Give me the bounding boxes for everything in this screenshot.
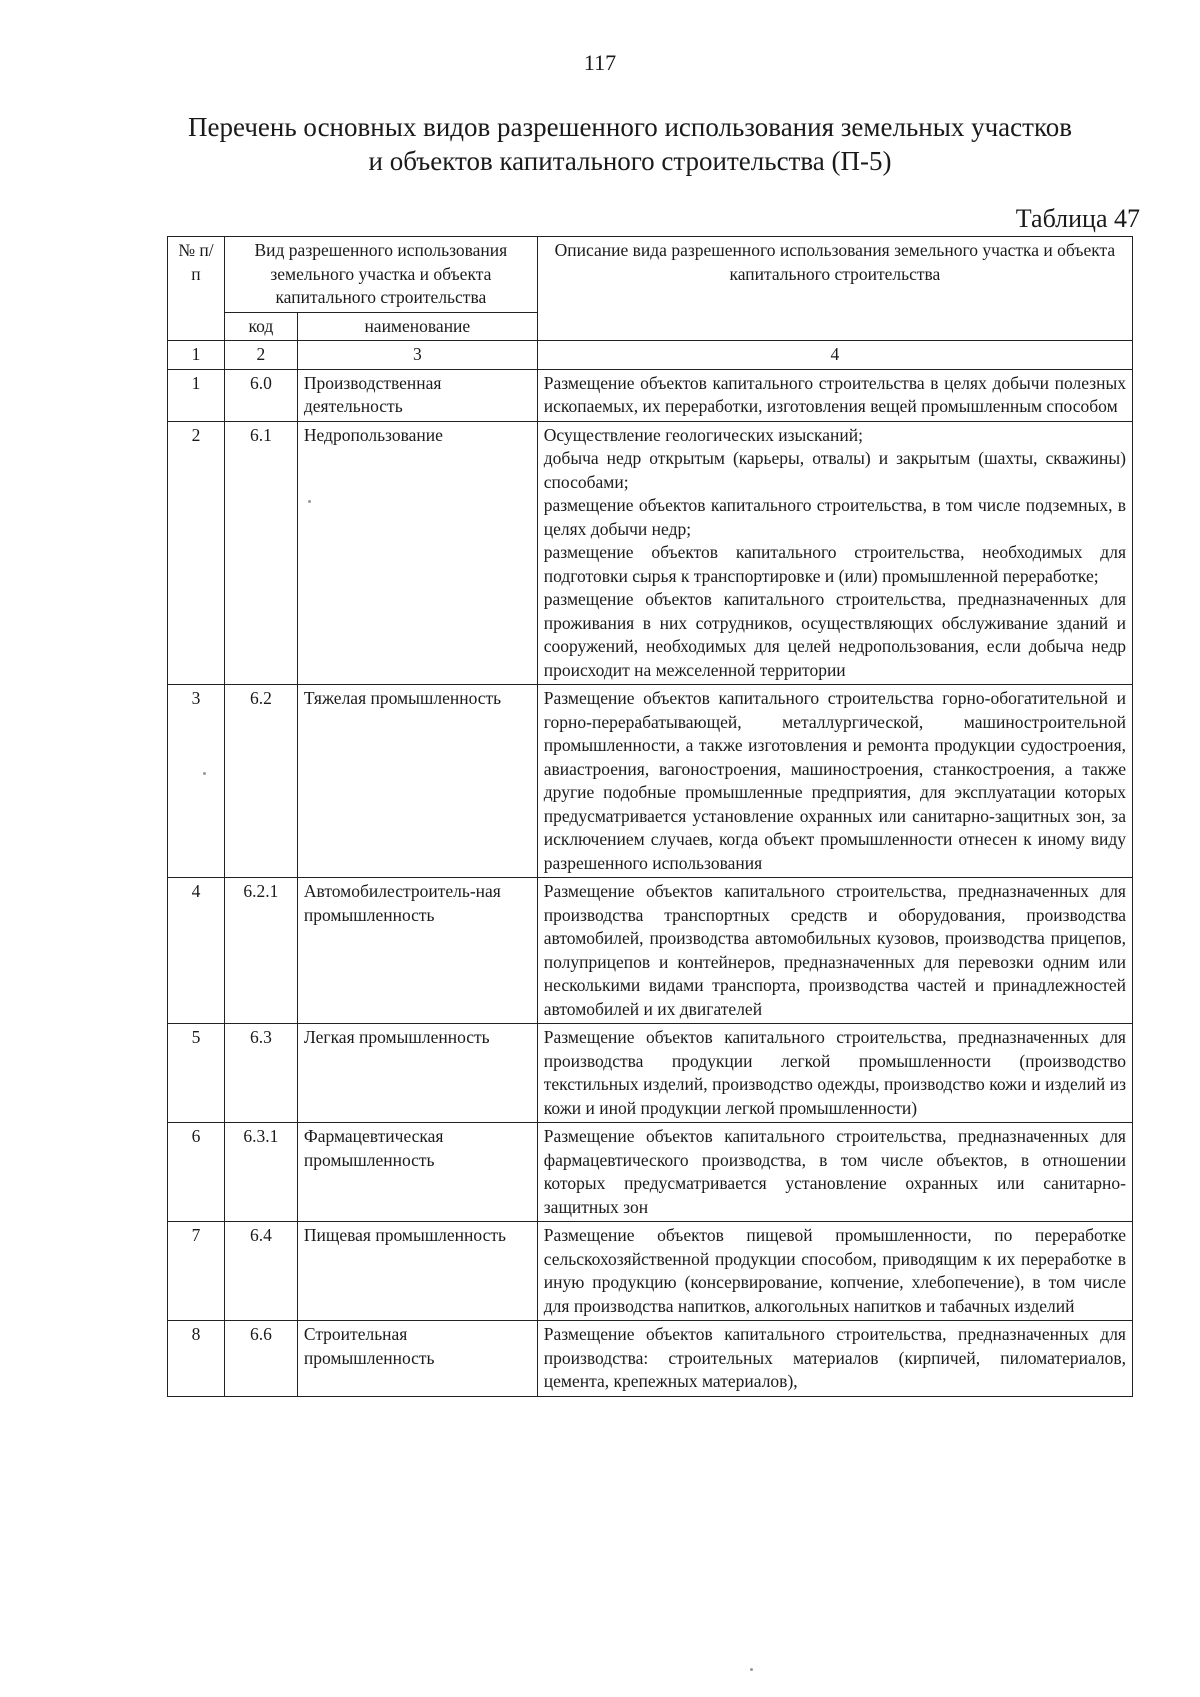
scan-speck: [750, 1668, 753, 1671]
row-name: Легкая промышленность: [297, 1024, 537, 1123]
land-use-table: [167, 236, 1133, 1397]
table-row: [168, 369, 1133, 421]
row-name: Производственная деятельность: [297, 369, 537, 421]
row-description: [537, 878, 1132, 1024]
row-description: [537, 1024, 1132, 1123]
document-title: [150, 110, 1110, 178]
index-cell: 4: [537, 341, 1132, 370]
table-row: [168, 1222, 1133, 1321]
description-paragraph: Размещение объектов капитального строительства, предназначенных для производства транспортных средств и оборудования, производства автомобилей, производства автомобильных кузовов, производства прицепов, полуприцепов и контейнеров, предназначенных для перевозки одним или несколькими видами транспорта, производства частей и принадлежностей автомобилей и их двигателей: [543, 881, 1126, 1019]
title-line-1: Перечень основных видов разрешенного использования земельных участков: [188, 112, 1072, 142]
description-paragraph: добыча недр открытым (карьеры, отвалы) и закрытым (шахты, скважины) способами;: [543, 448, 1126, 492]
row-name: Строительная промышленность: [297, 1321, 537, 1397]
description-paragraph: Размещение объектов капитального строительства, предназначенных для производства продукции легкой промышленности (производство текстильных изделий, производство одежды, производство кожи и изделий из кожи и иной продукции легкой промышленности): [543, 1027, 1126, 1118]
index-cell: 1: [168, 341, 225, 370]
row-description: [537, 1123, 1132, 1222]
scan-speck: [308, 500, 311, 503]
row-number: 3: [168, 685, 225, 878]
row-name: Тяжелая промышленность: [297, 685, 537, 878]
row-description: [537, 1321, 1132, 1397]
table-row: [168, 1321, 1133, 1397]
row-code: 6.2: [224, 685, 297, 878]
page-number: 117: [583, 50, 617, 75]
row-code: 6.6: [224, 1321, 297, 1397]
description-paragraph: Размещение объектов капитального строительства, предназначенных для производства: строительных материалов (кирпичей, пиломатериалов, цемента, крепежных материалов),: [543, 1324, 1126, 1391]
index-cell: 2: [224, 341, 297, 370]
row-number: 1: [168, 369, 225, 421]
row-number: 8: [168, 1321, 225, 1397]
header-code: код: [224, 312, 297, 341]
table-row: [168, 1024, 1133, 1123]
header-name: наименование: [297, 312, 537, 341]
description-paragraph: размещение объектов капитального строительства, в том числе подземных, в целях добычи недр;: [543, 495, 1126, 539]
row-number: 7: [168, 1222, 225, 1321]
row-name: Недропользование: [297, 421, 537, 685]
row-code: 6.4: [224, 1222, 297, 1321]
description-paragraph: Осуществление геологических изысканий;: [543, 424, 863, 445]
row-number: 6: [168, 1123, 225, 1222]
row-description: [537, 685, 1132, 878]
row-description: [537, 1222, 1132, 1321]
title-line-2: и объектов капитального строительства (П-5): [368, 146, 892, 176]
row-code: 6.0: [224, 369, 297, 421]
description-paragraph: Размещение объектов капитального строительства горно-обогатительной и горно-перерабатывающей, металлургической, машиностроительной промышленности, а также изготовления и ремонта продукции судостроения, авиастроения, вагоностроения, машиностроения, станкостроения, а также другие подобные промышленные предприятия, для эксплуатации которых предусматривается установление охранных или санитарно-защитных зон, за исключением случаев, когда объект промышленности отнесен к иному виду разрешенного использования: [543, 688, 1126, 873]
header-description: Описание вида разрешенного использования земельного участка и объекта капитального строительства: [537, 237, 1132, 341]
description-paragraph: Размещение объектов пищевой промышленности, по переработке сельскохозяйственной продукции способом, приводящим к их переработке в иную продукцию (консервирование, копчение, хлебопечение), в том числе для производства напитков, алкогольных напитков и табачных изделий: [543, 1225, 1126, 1316]
row-number: 4: [168, 878, 225, 1024]
scan-speck: [203, 772, 206, 775]
description-paragraph: Размещение объектов капитального строительства в целях добычи полезных ископаемых, их переработки, изготовления вещей промышленным способом: [543, 372, 1126, 416]
row-name: Пищевая промышленность: [297, 1222, 537, 1321]
index-row: [168, 341, 1133, 370]
header-row: [168, 237, 1133, 313]
row-code: 6.3: [224, 1024, 297, 1123]
row-description: [537, 369, 1132, 421]
row-number: 2: [168, 421, 225, 685]
table-row: [168, 1123, 1133, 1222]
table-row: [168, 878, 1133, 1024]
row-code: 6.1: [224, 421, 297, 685]
header-kind: Вид разрешенного использования земельного участка и объекта капитального строительства: [224, 237, 537, 313]
row-number: 5: [168, 1024, 225, 1123]
table-caption: Таблица 47: [1015, 204, 1140, 233]
row-name: Фармацевтическая промышленность: [297, 1123, 537, 1222]
row-code: 6.2.1: [224, 878, 297, 1024]
description-paragraph: размещение объектов капитального строительства, предназначенных для проживания в них сотрудников, осуществляющих обслуживание зданий и сооружений, необходимых для целей недропользования, если добыча недр происходит на межселенной территории: [543, 589, 1126, 680]
description-paragraph: Размещение объектов капитального строительства, предназначенных для фармацевтического производства, в том числе объектов, в отношении которых предусматривается установление охранных или санитарно-защитных зон: [543, 1126, 1126, 1217]
header-number: № п/п: [168, 237, 225, 341]
table-row: [168, 685, 1133, 878]
row-name: Автомобилестроитель-ная промышленность: [297, 878, 537, 1024]
row-description: [537, 421, 1132, 685]
row-code: 6.3.1: [224, 1123, 297, 1222]
description-paragraph: размещение объектов капитального строительства, необходимых для подготовки сырья к транспортировке и (или) промышленной переработке;: [543, 542, 1126, 586]
index-cell: 3: [297, 341, 537, 370]
table-row: [168, 421, 1133, 685]
